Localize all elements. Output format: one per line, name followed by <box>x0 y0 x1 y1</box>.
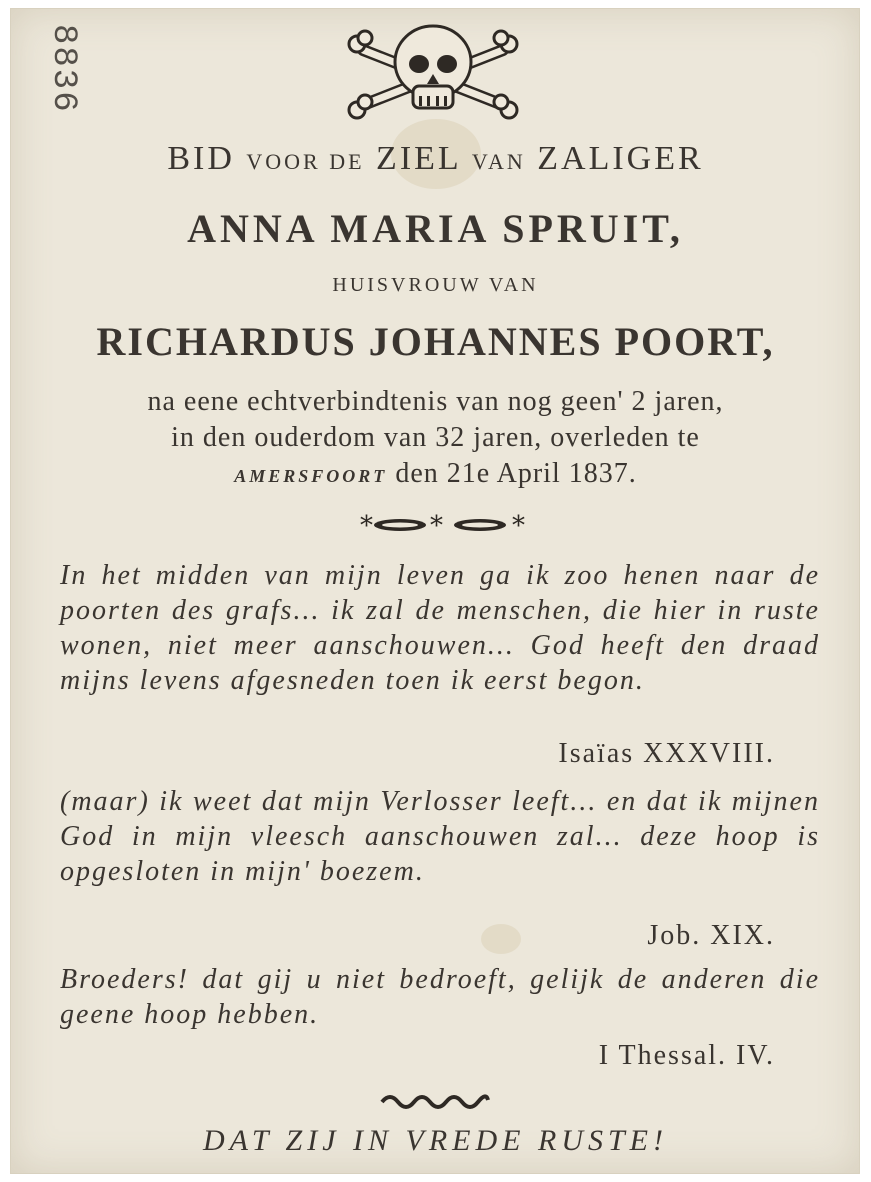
prayer-heading <box>0 140 871 178</box>
death-details <box>0 384 871 494</box>
squiggle-divider-icon <box>380 1090 490 1110</box>
paper-stain <box>481 924 521 954</box>
heading-word: ZIEL <box>376 140 461 177</box>
heading-word: BID <box>167 140 235 177</box>
death-place: AMERSFOORT <box>234 466 388 486</box>
ornament-divider-icon <box>360 510 540 540</box>
svg-text:*: * <box>360 511 373 540</box>
deceased-name: ANNA MARIA SPRUIT, <box>187 206 684 251</box>
relation-label: HUISVROUW VAN <box>332 274 539 296</box>
scripture-quote: Broeders! dat gij u niet bedroeft, gelijk de anderen die geene hoop hebben. <box>60 964 820 1030</box>
details-line: na eene echtverbindtenis van nog geen' 2 jaren, <box>147 386 724 417</box>
closing-blessing: DAT ZIJ IN VREDE RUSTE! <box>203 1124 668 1157</box>
death-date: den 21e April 1837. <box>395 458 637 489</box>
scripture-quote: (maar) ik weet dat mijn Verlosser leeft... en dat ik mijnen God in mijn vleesch aanschouwen zal... deze hoop is opgesloten in mijn' boezem. <box>60 786 820 887</box>
heading-word: VOOR DE <box>246 149 365 174</box>
svg-text:*: * <box>430 511 443 540</box>
heading-word: ZALIGER <box>537 140 704 177</box>
heading-word: VAN <box>471 149 526 174</box>
scripture-reference: I Thessal. IV. <box>598 1040 775 1071</box>
skull-crossbones-icon <box>343 20 523 120</box>
details-line: in den ouderdom van 32 jaren, overleden te <box>171 422 700 453</box>
spouse-name: RICHARDUS JOHANNES POORT, <box>96 319 775 364</box>
scripture-reference: Job. XIX. <box>647 920 775 951</box>
scripture-reference: Isaïas XXXVIII. <box>558 738 775 769</box>
scripture-quote: In het midden van mijn leven ga ik zoo henen naar de poorten des grafs... ik zal de menschen, die hier in ruste wonen, niet meer aanschouwen... God heeft den draad mijns levens afgesneden toen ik eerst begon. <box>60 560 820 696</box>
details-line <box>0 456 871 494</box>
svg-text:*: * <box>512 511 525 540</box>
